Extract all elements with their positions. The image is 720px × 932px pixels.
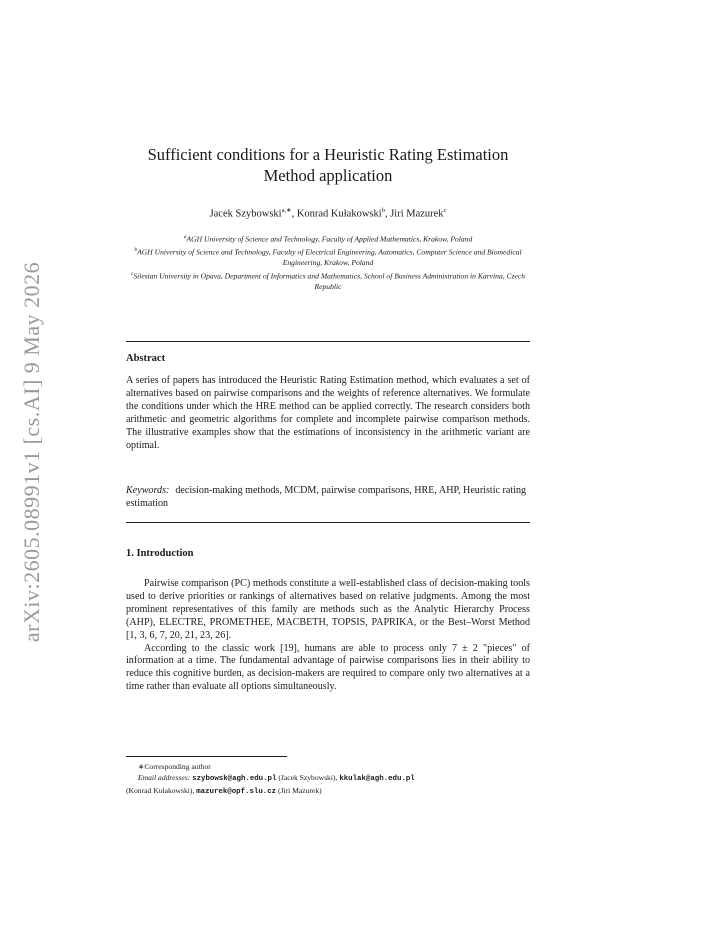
section-heading: 1. Introduction xyxy=(126,548,194,559)
email-address: mazurek@opf.slu.cz xyxy=(196,788,277,796)
abstract-heading: Abstract xyxy=(126,353,166,364)
email-address: szybowsk@agh.edu.pl xyxy=(192,775,277,783)
affiliation-mark: b xyxy=(134,247,138,254)
affiliation-text: AGH University of Science and Technology, Faculty of Applied Mathematics, Krakow, Poland xyxy=(186,234,473,244)
author-separator: , xyxy=(384,208,391,220)
author-list xyxy=(126,206,530,220)
keywords-label: Keywords: xyxy=(126,485,170,496)
keywords-text: decision-making methods, MCDM, pairwise comparisons, HRE, AHP, Heuristic rating estimation xyxy=(126,485,527,509)
author-name: Jacek Szybowski xyxy=(209,208,282,220)
footnote-rule xyxy=(126,756,287,757)
email-address: kkulak@agh.edu.pl xyxy=(339,775,415,783)
author-separator: , xyxy=(291,208,297,220)
paragraph: Pairwise comparison (PC) methods constitute a well-established class of decision-making tools used to derive priorities or rankings of alternatives based on relative judgments. Among the most prominent representatives of this family are methods such as the Analytic Hierarchy Process (AHP), ELECTRE, PROMETHEE, MACBETH, TOPSIS, PAPRIKA, or the Best–Worst Method [1, 3, 6, 7, 20, 21, 23, 26]. xyxy=(126,578,530,641)
footnote xyxy=(126,761,530,798)
abstract-top-rule xyxy=(126,341,530,342)
abstract-body: A series of papers has introduced the Heuristic Rating Estimation method, which evaluates a set of alternatives based on pairwise comparisons and the weights of reference alternatives. We formulate the conditions under which the HRE method can be applied correctly. The research considers both arithmetic and geometric algorithms for complete and incomplete pairwise comparison methods. The illustrative examples show that the estimations of inconsistency in the arithmetic variant are optimal. xyxy=(126,375,530,451)
email-line xyxy=(126,772,530,785)
email-owner: (Jiri Mazurek) xyxy=(278,786,322,795)
abstract-bottom-rule xyxy=(126,522,530,523)
author-mark: b xyxy=(381,207,385,214)
title-line-2: Method application xyxy=(263,166,393,185)
keywords xyxy=(126,484,530,510)
author-mark: c xyxy=(443,207,447,214)
affiliation-a xyxy=(126,232,530,245)
affiliations xyxy=(126,232,530,292)
email-owner: (Konrad Kułakowski), xyxy=(126,786,195,795)
affiliation-b xyxy=(126,245,530,269)
introduction-body xyxy=(126,578,530,694)
affiliation-c xyxy=(126,269,530,293)
corresponding-author-note: ∗Corresponding author xyxy=(138,762,211,771)
paper-title xyxy=(126,144,530,186)
title-line-1: Sufficient conditions for a Heuristic Rating Estimation xyxy=(147,145,509,164)
affiliation-mark: a xyxy=(183,234,187,240)
author-name: Jiri Mazurek xyxy=(390,208,444,220)
paragraph: According to the classic work [19], humans are able to process only 7 ± 2 "pieces" of information at a time. The fundamental advantage of pairwise comparisons lies in their ability to reduce this cognitive burden, as decision-makers are required to compare only two alternatives at a time rather than evaluate all options simultaneously. xyxy=(126,642,530,693)
affiliation-text: Silesian University in Opava, Department of Informatics and Mathematics, School of Business Administration in Karvina, Czech Republic xyxy=(133,271,526,291)
email-line xyxy=(126,785,530,798)
arxiv-identifier-stamp: arXiv:2605.08991v1 [cs.AI] 9 May 2026 xyxy=(19,261,44,643)
author-mark: a,∗ xyxy=(281,207,292,214)
affiliation-text: AGH University of Science and Technology, Faculty of Electrical Engineering, Automatics, Computer Science and Biomedical Engineering, Krakow, Poland xyxy=(137,247,522,268)
affiliation-mark: c xyxy=(130,270,134,277)
email-label: Email addresses: xyxy=(138,773,191,782)
email-owner: (Jacek Szybowski), xyxy=(278,773,338,782)
author-name: Konrad Kułakowski xyxy=(296,208,382,220)
